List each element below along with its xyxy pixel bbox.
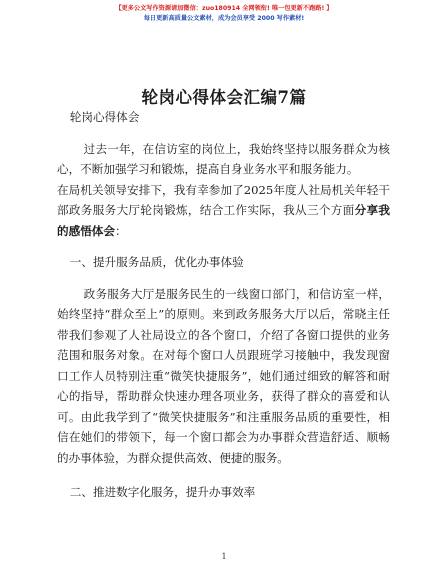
paragraph-1: 过去一年，在信访室的岗位上，我始终坚持以服务群众为核心，不断加强学习和锻炼，提高自身业务水平和服务能力。 — [57, 141, 390, 176]
document-subtitle: 轮岗心得体会 — [69, 110, 140, 124]
promo-banner — [0, 4, 448, 24]
promo-line-2: 每日更新高质量公文素材，成为会员享受 2000 写作素材! — [143, 15, 305, 22]
paragraph-2-text: 在局机关领导安排下，我有幸参加了2025年度人社局机关年轻干部政务服务大厅轮岗锻炼，结合工作实际，我从三个方面 — [57, 182, 390, 217]
heading-2: 二、推进数字化服务，提升办事效率 — [69, 485, 256, 499]
page-number: 1 — [221, 552, 227, 561]
document-body — [57, 107, 390, 503]
paragraph-2-end: ： — [114, 223, 127, 238]
heading-1: 一、提升服务品质，优化办事体验 — [69, 255, 244, 269]
promo-line-1: 【更多公文写作资源请加微信：zuo180914 全网领衔! 唯一包更新不跑路! 】 — [115, 5, 333, 12]
document-title: 轮岗心得体会汇编7篇 — [141, 88, 307, 107]
paragraph-2-bold: 分享我的感悟体会 — [57, 203, 390, 238]
paragraph-3: 政务服务大厅是服务民生的一线窗口部门，和信访室一样，始终坚持“群众至上”的原则。来到政务服务大厅以后，常晓主任带我们参观了人社局设立的各个窗口，介绍了各窗口提供的业务范围和服务对象。在对每个窗口人员跟班学习接触中，我发现窗口工作人员特别注重“微笑快捷服务”，她们通过细致的解答和耐心的指导，帮助群众快速办理各项业务，获得了群众的喜爱和认可。由此我学到了“微笑快捷服务”和注重服务品质的重要性，相信在她们的带领下，每一个窗口都会为办事群众营造舒适、顺畅的办事体验，为群众提供高效、便捷的服务。 — [57, 286, 390, 465]
paragraph-2 — [57, 180, 390, 242]
